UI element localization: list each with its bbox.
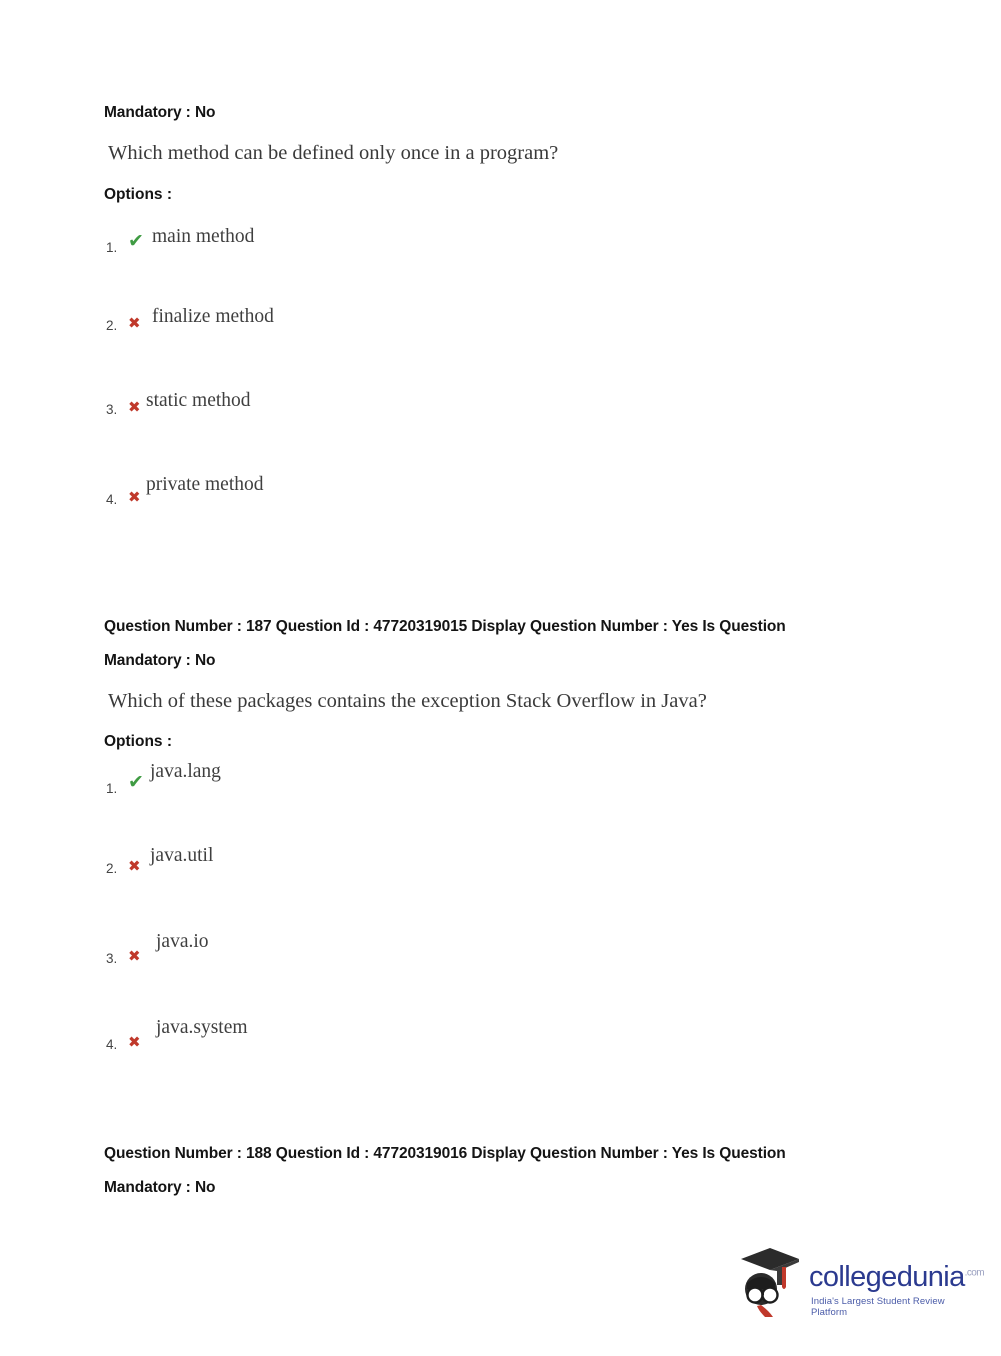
question-meta-line: Question Number : 188 Question Id : 47720319016 Display Question Number : Yes Is Question xyxy=(104,1145,786,1163)
option-number: 1. xyxy=(106,239,118,255)
option-number: 3. xyxy=(106,401,118,417)
document-content xyxy=(104,96,924,1205)
option-row xyxy=(104,753,924,835)
option-text: private method xyxy=(146,473,264,495)
option-text: java.util xyxy=(150,845,214,867)
option-text: main method xyxy=(152,225,255,247)
option-text: finalize method xyxy=(152,305,274,327)
option-row xyxy=(104,294,924,378)
logo-brand-suffix: .com xyxy=(964,1267,984,1279)
option-text: java.lang xyxy=(150,761,221,783)
option-text: static method xyxy=(146,389,251,411)
option-row xyxy=(104,206,924,294)
option-number: 4. xyxy=(106,491,118,507)
option-row xyxy=(104,1005,924,1075)
option-row xyxy=(104,378,924,462)
options-label: Options : xyxy=(104,185,173,203)
question-meta-line: Mandatory : No xyxy=(104,651,216,669)
wrong-icon: ✖ xyxy=(128,1034,141,1052)
wrong-icon: ✖ xyxy=(128,948,141,966)
question-meta-line: Mandatory : No xyxy=(104,1179,216,1197)
question-block-2 xyxy=(104,610,924,1076)
option-number: 2. xyxy=(106,317,118,333)
block-spacer xyxy=(104,532,924,610)
question-meta-line: Question Number : 187 Question Id : 47720319015 Display Question Number : Yes Is Question xyxy=(104,617,786,635)
logo-brand: collegedunia xyxy=(809,1261,965,1293)
wrong-icon: ✖ xyxy=(128,488,141,506)
option-row xyxy=(104,835,924,919)
options-label: Options : xyxy=(104,733,173,751)
wrong-icon: ✖ xyxy=(128,858,141,876)
question-block-1 xyxy=(104,96,924,532)
option-number: 3. xyxy=(106,951,118,967)
collegedunia-logo xyxy=(737,1243,984,1329)
wrong-icon: ✖ xyxy=(128,314,141,332)
option-row xyxy=(104,919,924,1005)
question-block-3 xyxy=(104,1137,924,1205)
question-meta-line: Mandatory : No xyxy=(104,104,216,121)
question-text: Which of these packages contains the exception Stack Overflow in Java? xyxy=(108,689,707,712)
question-text: Which method can be defined only once in a program? xyxy=(108,142,559,164)
option-number: 1. xyxy=(106,781,118,797)
option-number: 2. xyxy=(106,861,118,877)
option-row xyxy=(104,462,924,532)
correct-icon: ✔ xyxy=(128,230,144,252)
logo-tagline: India's Largest Student Review Platform xyxy=(811,1296,945,1318)
wrong-icon: ✖ xyxy=(128,398,141,416)
option-text: java.system xyxy=(156,1017,248,1039)
logo-wordmark xyxy=(809,1261,984,1294)
block-spacer xyxy=(104,1075,924,1137)
graduation-cap-icon xyxy=(737,1245,803,1317)
correct-icon: ✔ xyxy=(128,772,144,794)
option-number: 4. xyxy=(106,1037,118,1053)
option-text: java.io xyxy=(156,931,209,953)
